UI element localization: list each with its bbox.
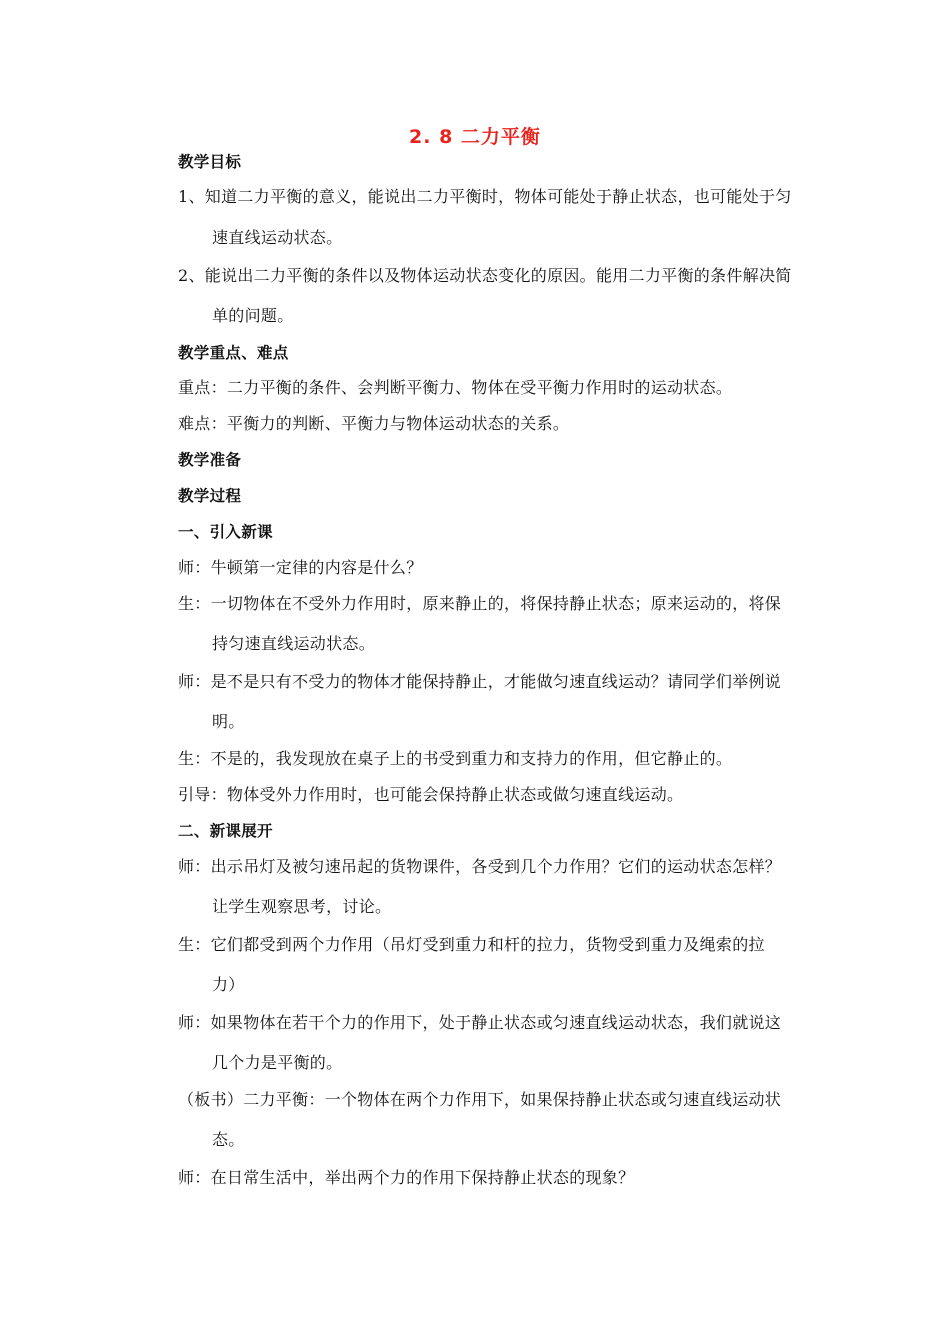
section-heading: 教学目标 xyxy=(178,153,242,171)
paragraph-line: 持匀速直线运动状态。 xyxy=(212,634,376,653)
paragraph-line: 引导：物体受外力作用时，也可能会保持静止状态或做匀速直线运动。 xyxy=(178,785,684,804)
paragraph-line: 重点：二力平衡的条件、会判断平衡力、物体在受平衡力作用时的运动状态。 xyxy=(178,378,733,397)
paragraph-line: 师：出示吊灯及被匀速吊起的货物课件，各受到几个力作用？它们的运动状态怎样？ xyxy=(178,857,782,876)
paragraph-line: 速直线运动状态。 xyxy=(212,228,343,247)
paragraph-line: 单的问题。 xyxy=(212,306,294,325)
paragraph-line: 难点：平衡力的判断、平衡力与物体运动状态的关系。 xyxy=(178,414,570,433)
page-title: 2. 8 二力平衡 xyxy=(409,126,541,148)
paragraph-line: 师：是不是只有不受力的物体才能保持静止，才能做匀速直线运动？请同学们举例说 xyxy=(178,672,782,691)
paragraph-line: 生：一切物体在不受外力作用时，原来静止的，将保持静止状态；原来运动的，将保 xyxy=(178,594,782,613)
paragraph-line: 师：牛顿第一定律的内容是什么？ xyxy=(178,558,423,577)
section-heading: 教学重点、难点 xyxy=(178,344,289,362)
paragraph-line: 生：它们都受到两个力作用（吊灯受到重力和杆的拉力，货物受到重力及绳索的拉 xyxy=(178,935,765,954)
section-heading: 一、引入新课 xyxy=(178,523,273,541)
paragraph-line: 生：不是的，我发现放在桌子上的书受到重力和支持力的作用，但它静止的。 xyxy=(178,749,733,768)
paragraph-line: 2、能说出二力平衡的条件以及物体运动状态变化的原因。能用二力平衡的条件解决简 xyxy=(178,266,792,285)
paragraph-line: （板书）二力平衡：一个物体在两个力作用下，如果保持静止状态或匀速直线运动状 xyxy=(178,1090,782,1109)
paragraph-line: 师：在日常生活中，举出两个力的作用下保持静止状态的现象？ xyxy=(178,1168,635,1187)
paragraph-line: 力） xyxy=(212,975,245,994)
paragraph-line: 1、知道二力平衡的意义，能说出二力平衡时，物体可能处于静止状态，也可能处于匀 xyxy=(178,187,792,206)
paragraph-line: 几个力是平衡的。 xyxy=(212,1053,343,1072)
paragraph-line: 师：如果物体在若干个力的作用下，处于静止状态或匀速直线运动状态，我们就说这 xyxy=(178,1013,782,1032)
paragraph-line: 明。 xyxy=(212,712,245,731)
paragraph-line: 让学生观察思考，讨论。 xyxy=(212,897,392,916)
section-heading: 教学准备 xyxy=(178,451,242,469)
section-heading: 教学过程 xyxy=(178,487,242,505)
section-heading: 二、新课展开 xyxy=(178,822,273,840)
paragraph-line: 态。 xyxy=(212,1130,245,1149)
